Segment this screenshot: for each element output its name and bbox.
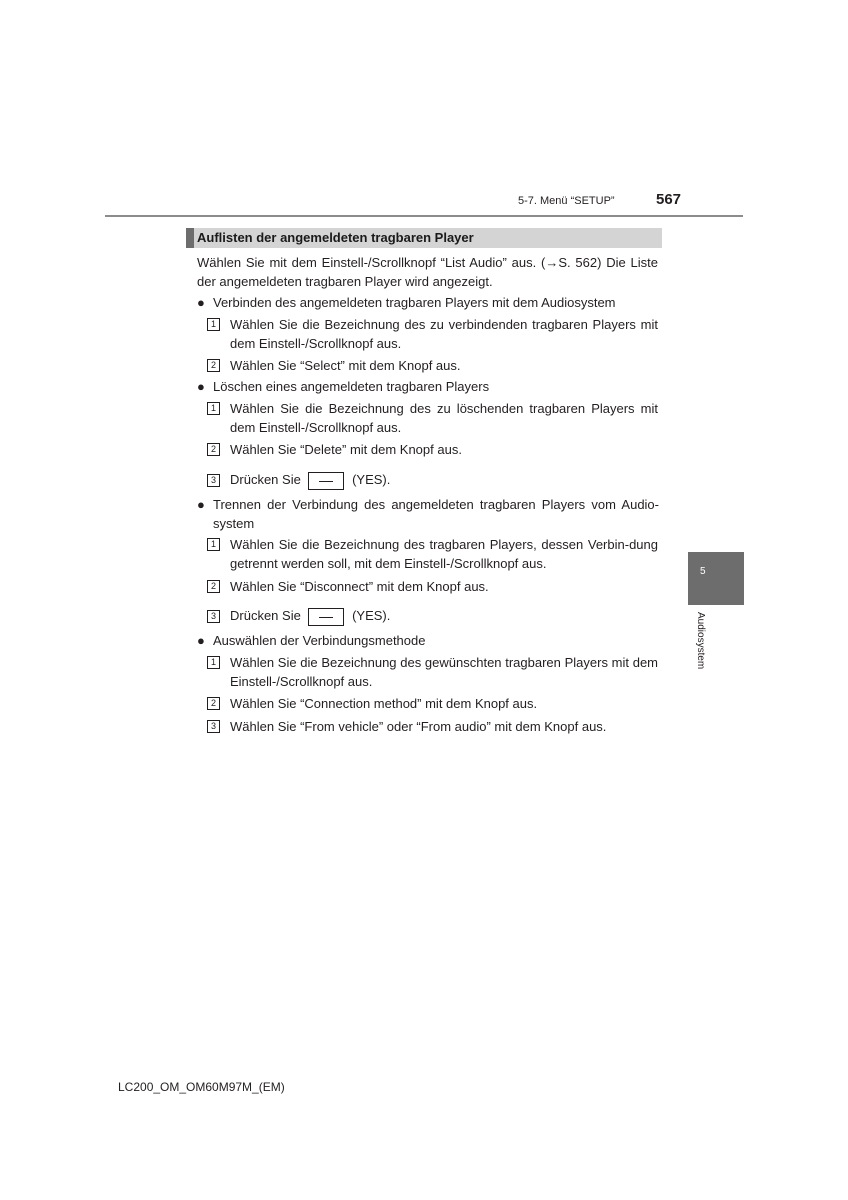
step-number: 1 xyxy=(207,538,220,551)
step-text-before: Drücken Sie xyxy=(230,472,301,487)
bullet-text: Trennen der Verbindung des angemeldeten tragbaren Players vom Audio-system xyxy=(213,497,659,531)
step-number: 2 xyxy=(207,443,220,456)
step-text: Wählen Sie “Connection method” mit dem Knopf aus. xyxy=(230,696,538,711)
step-number: 2 xyxy=(207,697,220,710)
header-rule xyxy=(105,215,743,217)
section-title: Auflisten der angemeldeten tragbaren Player xyxy=(197,230,474,245)
section-heading xyxy=(186,228,662,248)
bullet-text: Löschen eines angemeldeten tragbaren Players xyxy=(213,379,490,394)
step-text: Wählen Sie “Select” mit dem Knopf aus. xyxy=(230,358,461,373)
step-text xyxy=(230,470,658,490)
bullet-text: Auswählen der Verbindungsmethode xyxy=(213,633,426,648)
chapter-title: 5-7. Menü “SETUP” xyxy=(518,195,615,207)
step-text: Wählen Sie “Disconnect” mit dem Knopf aus. xyxy=(230,579,489,594)
dash-key-icon xyxy=(308,608,344,626)
step-number: 1 xyxy=(207,656,220,669)
dash-key-icon xyxy=(308,472,344,490)
step-number: 1 xyxy=(207,318,220,331)
step-text-after: (YES). xyxy=(352,608,391,623)
step-number: 3 xyxy=(207,610,220,623)
bullet-text: Verbinden des angemeldeten tragbaren Players mit dem Audiosystem xyxy=(213,295,616,310)
step-number: 3 xyxy=(207,474,220,487)
step-number: 2 xyxy=(207,580,220,593)
footer-code: LC200_OM_OM60M97M_(EM) xyxy=(118,1080,285,1094)
step-text: Wählen Sie “Delete” mit dem Knopf aus. xyxy=(230,442,462,457)
step-text: Wählen Sie die Bezeichnung des tragbaren Players, dessen Verbin-dung getrennt werden soll, mit dem Einstell-/Scrollknopf aus. xyxy=(230,537,658,571)
step-text: Wählen Sie die Bezeichnung des gewünschten tragbaren Players mit dem Einstell-/Scrollknopf aus. xyxy=(230,655,658,689)
step-text: Wählen Sie die Bezeichnung des zu verbindenden tragbaren Players mit dem Einstell-/Scrollknopf aus. xyxy=(230,317,658,351)
step-text: Wählen Sie “From vehicle” oder “From audio” mit dem Knopf aus. xyxy=(230,719,607,734)
bullet-icon: ● xyxy=(197,379,205,394)
bullet-icon: ● xyxy=(197,295,205,310)
intro-paragraph: Wählen Sie mit dem Einstell-/Scrollknopf “List Audio” aus. (→S. 562) Die Liste der angemeldeten tragbaren Player wird angezeigt. xyxy=(197,255,658,289)
step-number: 2 xyxy=(207,359,220,372)
step-number: 3 xyxy=(207,720,220,733)
step-text: Wählen Sie die Bezeichnung des zu löschenden tragbaren Players mit dem Einstell-/Scrollknopf aus. xyxy=(230,401,658,435)
step-number: 1 xyxy=(207,402,220,415)
page-number: 567 xyxy=(656,191,682,208)
chapter-tab xyxy=(688,552,744,605)
bullet-icon: ● xyxy=(197,497,205,512)
chapter-tab-label: Audiosystem xyxy=(695,612,706,670)
step-text-before: Drücken Sie xyxy=(230,608,301,623)
bullet-icon: ● xyxy=(197,633,205,648)
step-text-after: (YES). xyxy=(352,472,391,487)
step-text xyxy=(230,606,658,626)
chapter-tab-number: 5 xyxy=(700,566,706,577)
